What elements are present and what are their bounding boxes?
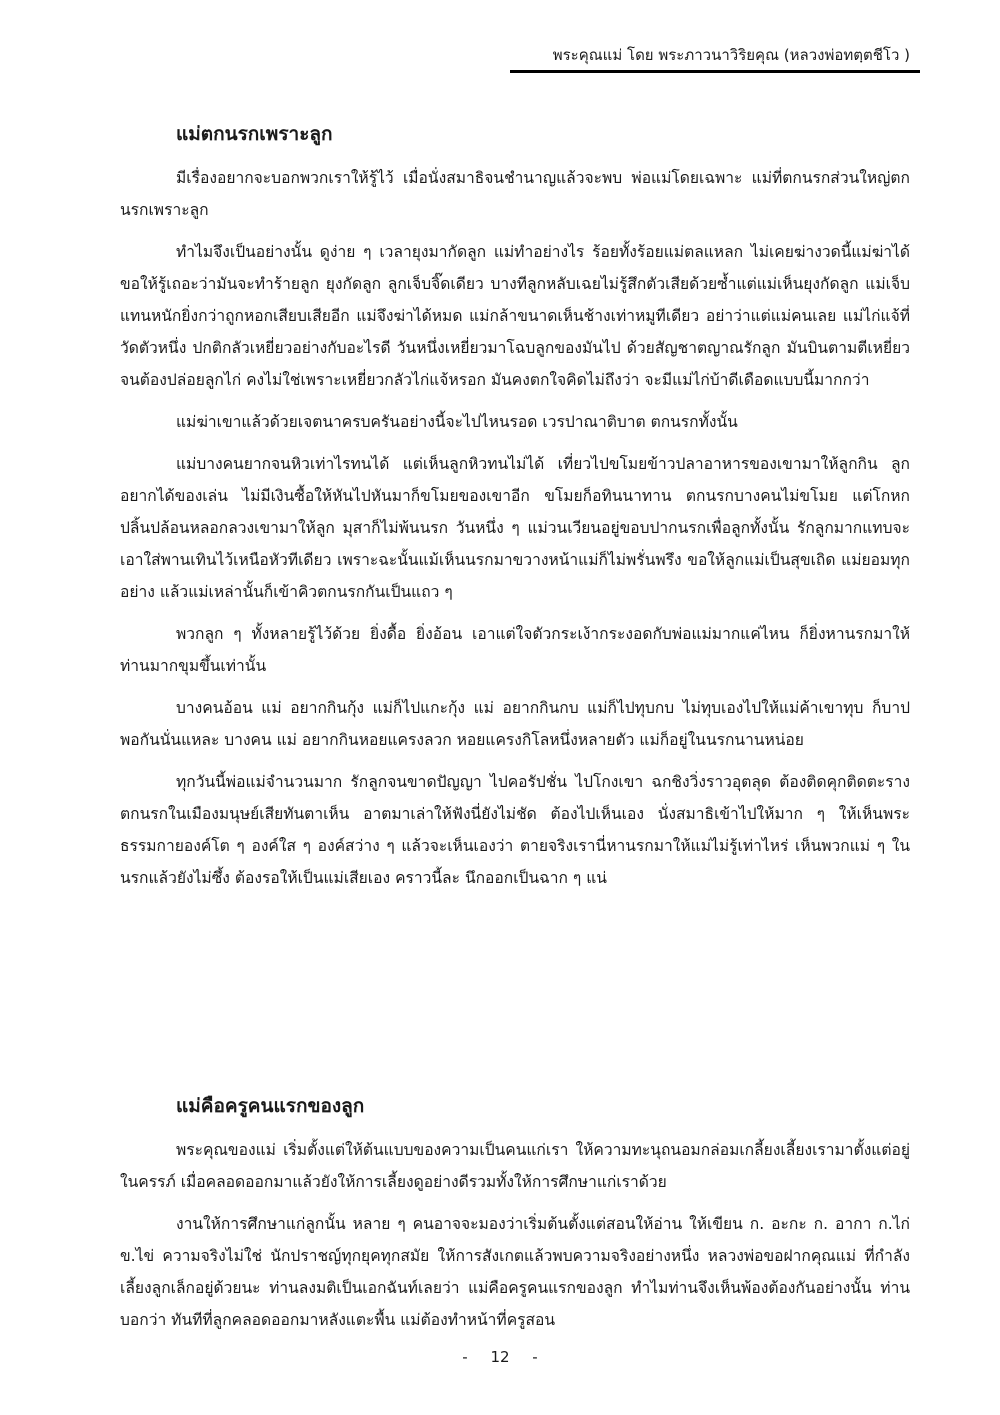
section-heading: แม่ตกนรกเพราะลูก [176,123,333,145]
paragraph: แม่ฆ่าเขาแล้วด้วยเจตนาครบครันอย่างนี้จะไปไหนรอด เวรปาณาติบาต ตกนรกทั้งนั้น [176,413,738,431]
paragraph: บางคนอ้อน แม่ อยากกินกุ้ง แม่ก็ไปแกะกุ้ง แม่ อยากกินกบ แม่ก็ไปทุบกบ ไม่ทุบเองไปให้แม่ค้าเขาทุบ ก็บาปพอกันนั่นแหละ บางคน แม่ อยากกินหอยแครงลวก หอยแครงกิโลหนึ่งหลายตัว แม่ก็อยู่ในนรกนานหน่อย [120,699,910,749]
paragraph: ทุกวันนี้พ่อแม่จำนวนมาก รักลูกจนขาดปัญญา ไปคอรัปชั่น ไปโกงเขา ฉกชิงวิ่งราวอุตลุด ต้องติดคุกติดตะราง ตกนรกในเมืองมนุษย์เสียทันตาเห็น อาตมาเล่าให้ฟังนี่ยังไม่ชัด ต้องไปเห็นเอง นั่งสมาธิเข้าไปให้มาก ๆ ให้เห็นพระธรรมกายองค์โต ๆ องค์ใส ๆ องค์สว่าง ๆ แล้วจะเห็นเองว่า ตายจริงเรานี่หานรกมาให้แม่ไม่รู้เท่าไหร่ เห็นพวกแม่ ๆ ในนรกแล้วยังไม่ซึ้ง ต้องรอให้เป็นแม่เสียเอง คราวนี้ละ นึกออกเป็นฉาก ๆ แน่ [120,773,910,887]
paragraph: งานให้การศึกษาแก่ลูกนั้น หลาย ๆ คนอาจจะมองว่าเริ่มต้นตั้งแต่สอนให้อ่าน ให้เขียน ก. อะกะ ก. อากา ก.ไก่ ข.ไข่ ความจริงไม่ใช่ นักปราชญ์ทุกยุคทุกสมัย ให้การสังเกตแล้วพบความจริงอย่างหนึ่ง หลวงพ่อขอฝากคุณแม่ ที่กำลังเลี้ยงลูกเล็กอยู่ด้วยนะ ท่านลงมติเป็นเอกฉันท์เลยว่า แม่คือครูคนแรกของลูก ทำไมท่านจึงเห็นพ้องต้องกันอย่างนั้น ท่านบอกว่า ทันทีที่ลูกคลอดออกมาหลังแตะพื้น แม่ต้องทำหน้าที่ครูสอน [120,1215,910,1329]
section-heading: แม่คือครูคนแรกของลูก [176,1095,365,1117]
paragraph: แม่บางคนยากจนหิวเท่าไรทนได้ แต่เห็นลูกหิวทนไม่ได้ เที่ยวไปขโมยข้าวปลาอาหารของเขามาให้ลูกกิน ลูกอยากได้ของเล่น ไม่มีเงินซื้อให้หันไปหันมาก็ขโมยของเขาอีก ขโมยก็อทินนาทาน ตกนรกบางคนไม่ขโมย แต่โกหกปลิ้นปล้อนหลอกลวงเขามาให้ลูก มุสาก็ไม่พ้นนรก วันหนึ่ง ๆ แม่วนเวียนอยู่ขอบปากนรกเพื่อลูกทั้งนั้น รักลูกมากแทบจะเอาใส่พานเทินไว้เหนือหัวทีเดียว เพราะฉะนั้นแม้เห็นนรกมาขวางหน้าแม่ก็ไม่พรั่นพรึง ขอให้ลูกแม่เป็นสุขเถิด แม่ยอมทุกอย่าง แล้วแม่เหล่านั้นก็เข้าคิวตกนรกกันเป็นแถว ๆ [120,455,910,601]
paragraph: พวกลูก ๆ ทั้งหลายรู้ไว้ด้วย ยิ่งดื้อ ยิ่งอ้อน เอาแต่ใจตัวกระเง้ากระงอดกับพ่อแม่มากแค่ไหน ก็ยิ่งหานรกมาให้ท่านมากขุมขึ้นเท่านั้น [120,625,910,675]
paragraph: พระคุณของแม่ เริ่มตั้งแต่ให้ต้นแบบของความเป็นคนแก่เรา ให้ความทะนุถนอมกล่อมเกลี้ยงเลี้ยงเรามาตั้งแต่อยู่ในครรภ์ เมื่อคลอดออกมาแล้วยังให้การเลี้ยงดูอย่างดีรวมทั้งให้การศึกษาแก่เราด้วย [120,1141,910,1191]
paragraph: ทำไมจึงเป็นอย่างนั้น ดูง่าย ๆ เวลายุงมากัดลูก แม่ทำอย่างไร ร้อยทั้งร้อยแม่ตลแหลก ไม่เคยฆ่างวดนี้แม่ฆ่าได้ ขอให้รู้เถอะว่ามันจะทำร้ายลูก ยุงกัดลูก ลูกเจ็บจิ๊ดเดียว บางทีลูกหลับเฉยไม่รู้สึกตัวเสียด้วยซ้ำแต่แม่เห็นยุงกัดลูก แม่เจ็บแทนหนักยิ่งกว่าถูกหอกเสียบเสียอีก แม่จึงฆ่าได้หมด แม่กล้าขนาดเห็นช้างเท่าหมูทีเดียว อย่าว่าแต่แม่คนเลย แม่ไก่แจ้ที่วัดตัวหนึ่ง ปกติกลัวเหยี่ยวอย่างกับอะไรดี วันหนึ่งเหยี่ยวมาโฉบลูกของมันไป ด้วยสัญชาตญาณรักลูก มันบินตามตีเหยี่ยวจนต้องปล่อยลูกไก่ คงไม่ใช่เพราะเหยี่ยวกลัวไก่แจ้หรอก มันคงตกใจคิดไม่ถึงว่า จะมีแม่ไก่บ้าดีเดือดแบบนี้มากกว่า [120,243,910,389]
section-mother-first-teacher [120,1092,910,1346]
header-rule [510,70,920,73]
page-number: - 12 - [462,1348,538,1366]
running-header: พระคุณแม่ โดย พระภาวนาวิริยคุณ (หลวงพ่อทตฺตชีโว ) [552,46,910,64]
paragraph: มีเรื่องอยากจะบอกพวกเราให้รู้ไว้ เมื่อนั่งสมาธิจนชำนาญแล้วจะพบ พ่อแม่โดยเฉพาะ แม่ที่ตกนรกส่วนใหญ่ตกนรกเพราะลูก [120,169,910,219]
section-mother-hell [120,120,910,904]
